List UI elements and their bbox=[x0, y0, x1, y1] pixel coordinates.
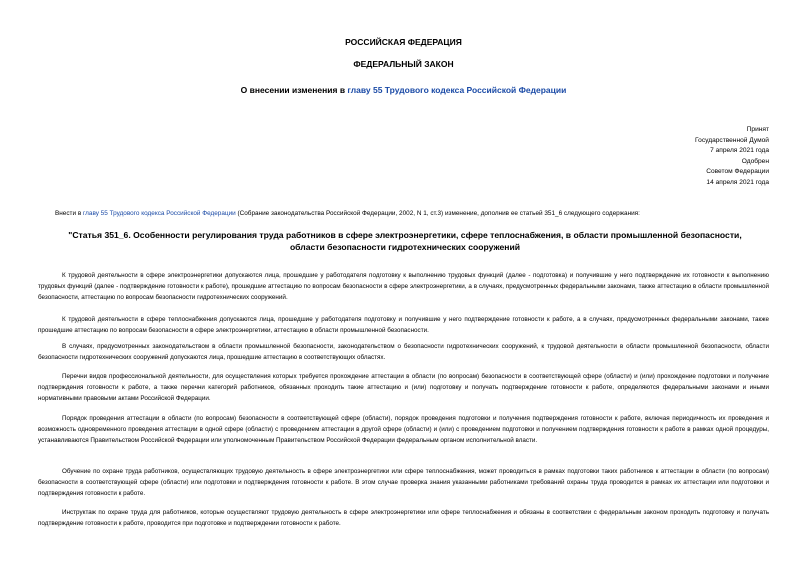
adoption-block bbox=[695, 125, 769, 189]
paragraph: К трудовой деятельности в сфере теплоснабжения допускаются лица, прошедшие у работодателя подготовку и получившие у него подтверждение готовности к работе, а в случаях, предусмотренных федеральными законами, также прошедшие аттестацию по вопросам безопасности в сфере электроэнергетики, аттестацию в области промышленной безопасности. bbox=[38, 316, 769, 335]
paragraph: К трудовой деятельности в сфере электроэнергетики допускаются лица, прошедшие у работодателя подготовку к выполнению трудовых функций (далее - подготовка) и получившие у него подтверждение их готовности к выполнению трудовых функций (далее - подтверждение готовности к работе), прошедшие аттестацию по вопросам безопасности в сфере электроэнергетики, а в случаях, предусмотренных федеральными законами, также аттестацию в области промышленной безопасности, аттестацию по вопросам безопасности гидротехнических сооружений. bbox=[38, 272, 769, 302]
law-title bbox=[0, 85, 807, 96]
article-title: "Статья 351_6. Особенности регулирования труда работников в сфере электроэнергетики, сфере теплоснабжения, в области промышленной безопасности, области безопасности гидротехнических сооружений bbox=[68, 230, 742, 252]
intro-suffix: (Собрание законодательства Российской Федерации, 2002, N 1, ст.3) изменение, дополнив ее статьей 351_6 следующего содержания: bbox=[235, 210, 640, 217]
adoption-line: Советом Федерации bbox=[706, 168, 769, 176]
intro-prefix: Внести в bbox=[55, 210, 83, 217]
paragraph: Перечни видов профессиональной деятельности, для осуществления которых требуется прохождение аттестации в области (по вопросам) безопасности в соответствующей сфере (области) и (или) прохождение подготовки и получение подтверждения готовности к работе, а также перечни категорий работников, обязанных проходить такие аттестацию и (или) подготовку и получать подтверждение готовности к работе, определяются федеральными законами и иными нормативными правовыми актами Российской Федерации. bbox=[38, 373, 769, 403]
law-title-prefix: О внесении изменения в bbox=[240, 85, 348, 95]
law-title-link[interactable]: главу 55 Трудового кодекса Российской Федерации bbox=[347, 85, 567, 95]
adoption-line: 14 апреля 2021 года bbox=[706, 178, 769, 186]
adoption-line: 7 апреля 2021 года bbox=[710, 147, 769, 155]
paragraph: Инструктаж по охране труда для работников, которые осуществляют трудовую деятельность в сфере электроэнергетики или сфере теплоснабжения и обязаны в соответствии с федеральным законом проходить подготовку и получать подтверждение готовности к работе, проводится при подготовке и подтверждении готовности к работе. bbox=[38, 509, 769, 528]
adoption-line: Государственной Думой bbox=[695, 136, 769, 144]
intro-link[interactable]: главу 55 Трудового кодекса Российской Федерации bbox=[82, 210, 236, 217]
law-type-heading: ФЕДЕРАЛЬНЫЙ ЗАКОН bbox=[353, 59, 454, 69]
adoption-line: Принят bbox=[746, 126, 769, 133]
paragraph: Порядок проведения аттестации в области (по вопросам) безопасности в соответствующей сфере (области), порядок проведения подготовки и получения подтверждения готовности к работе, включая периодичность их проведения и возможность одновременного проведения аттестации в одной сфере (области) с проведением аттестации в другой сфере (области) и (или) с проведением подготовки и получением подтверждения готовности к работе в рамках одной процедуры, устанавливаются Правительством Российской Федерации или уполномоченным Правительством Российской Федерации федеральным органом исполнительной власти. bbox=[38, 415, 769, 445]
paragraph: Обучение по охране труда работников, осуществляющих трудовую деятельность в сфере электроэнергетики или сфере теплоснабжения, может проводиться в рамках подготовки таких работников к аттестации в области (по вопросам) безопасности в соответствующей сфере (области) или подготовки и подтверждения готовности к работе. В этом случае проверка знания указанными работниками требований охраны труда проводится в рамках их аттестации или подготовки и подтверждения готовности к работе. bbox=[38, 468, 769, 498]
intro-paragraph bbox=[55, 209, 775, 218]
country-heading: РОССИЙСКАЯ ФЕДЕРАЦИЯ bbox=[345, 37, 462, 47]
paragraph: В случаях, предусмотренных законодательством в области промышленной безопасности, законодательством о безопасности гидротехнических сооружений, к трудовой деятельности в области промышленной безопасности, области безопасности гидротехнических сооружений допускаются лица, прошедшие аттестацию в соответствующих областях. bbox=[38, 343, 769, 362]
adoption-line: Одобрен bbox=[741, 157, 769, 165]
